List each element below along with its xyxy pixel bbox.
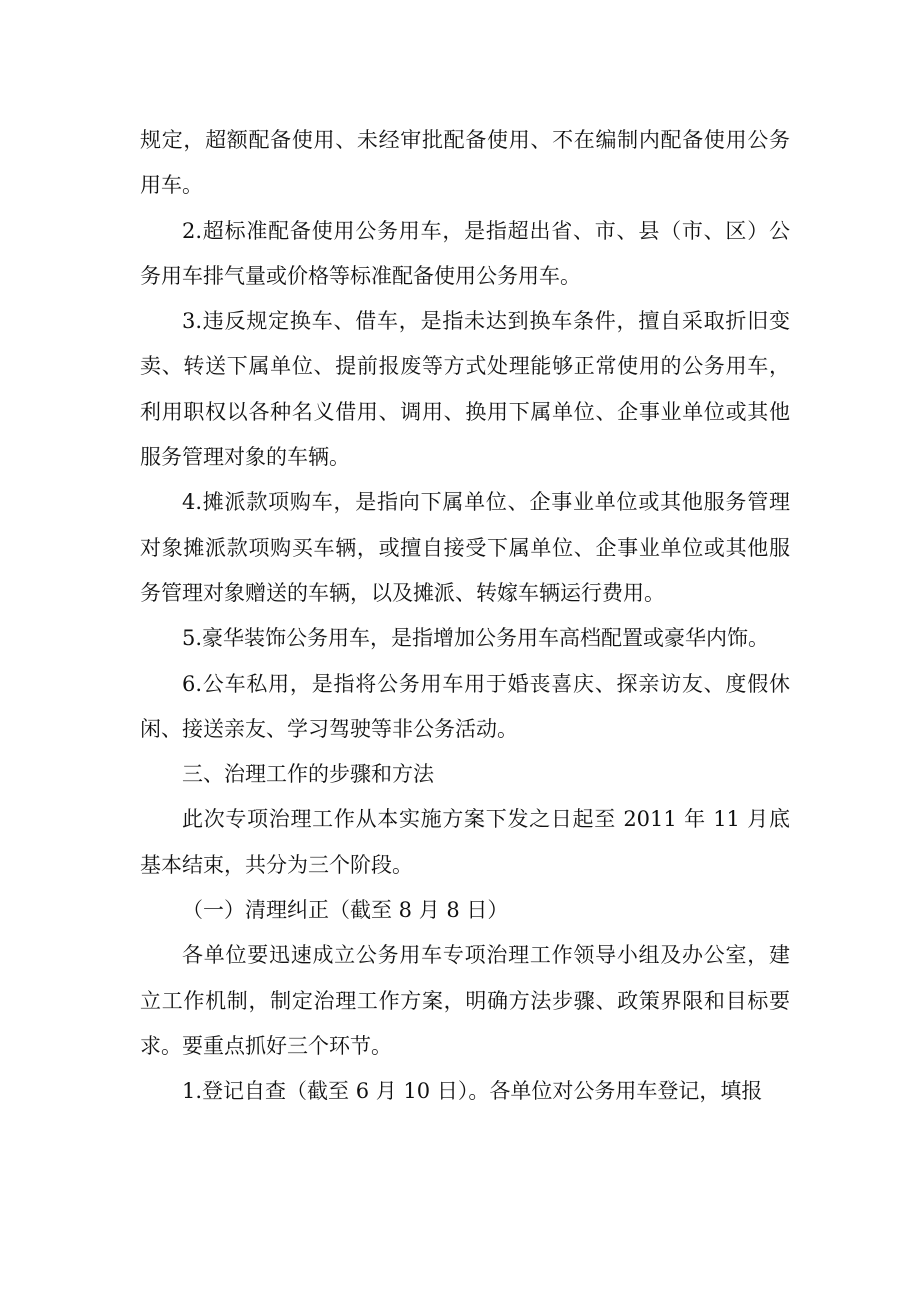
paragraph-requirements: 各单位要迅速成立公务用车专项治理工作领导小组及办公室，建立工作机制，制定治理工作方案，明确方法步骤、政策界限和目标要求。要重点抓好三个环节。 [140,943,790,1058]
document-body [140,118,790,1115]
paragraph-step-1: 1.登记自查（截至 6 月 10 日）。各单位对公务用车登记，填报 [182,1079,763,1104]
paragraph-item-6: 6.公车私用，是指将公务用车用于婚丧喜庆、探亲访友、度假休闲、接送亲友、学习驾驶等非公务活动。 [140,671,790,741]
paragraph-item-3: 3.违反规定换车、借车，是指未达到换车条件，擅自采取折旧变卖、转送下属单位、提前报废等方式处理能够正常使用的公务用车，利用职权以各种名义借用、调用、换用下属单位、企事业单位或其他服务管理对象的车辆。 [140,309,790,470]
paragraph-continuation: 规定，超额配备使用、未经审批配备使用、不在编制内配备使用公务用车。 [140,128,790,198]
paragraph-item-5: 5.豪华装饰公务用车，是指增加公务用车高档配置或豪华内饰。 [182,626,770,651]
paragraph-item-2: 2.超标准配备使用公务用车，是指超出省、市、县（市、区）公务用车排气量或价格等标准配备使用公务用车。 [140,218,790,288]
paragraph-schedule: 此次专项治理工作从本实施方案下发之日起至 2011 年 11 月底基本结束，共分为三个阶段。 [140,807,790,877]
subsection-heading-1: （一）清理纠正（截至 8 月 8 日） [182,898,509,923]
paragraph-item-4: 4.摊派款项购车，是指向下属单位、企事业单位或其他服务管理对象摊派款项购买车辆，或擅自接受下属单位、企事业单位或其他服务管理对象赠送的车辆，以及摊派、转嫁车辆运行费用。 [140,490,790,605]
section-heading-3: 三、治理工作的步骤和方法 [182,762,434,787]
